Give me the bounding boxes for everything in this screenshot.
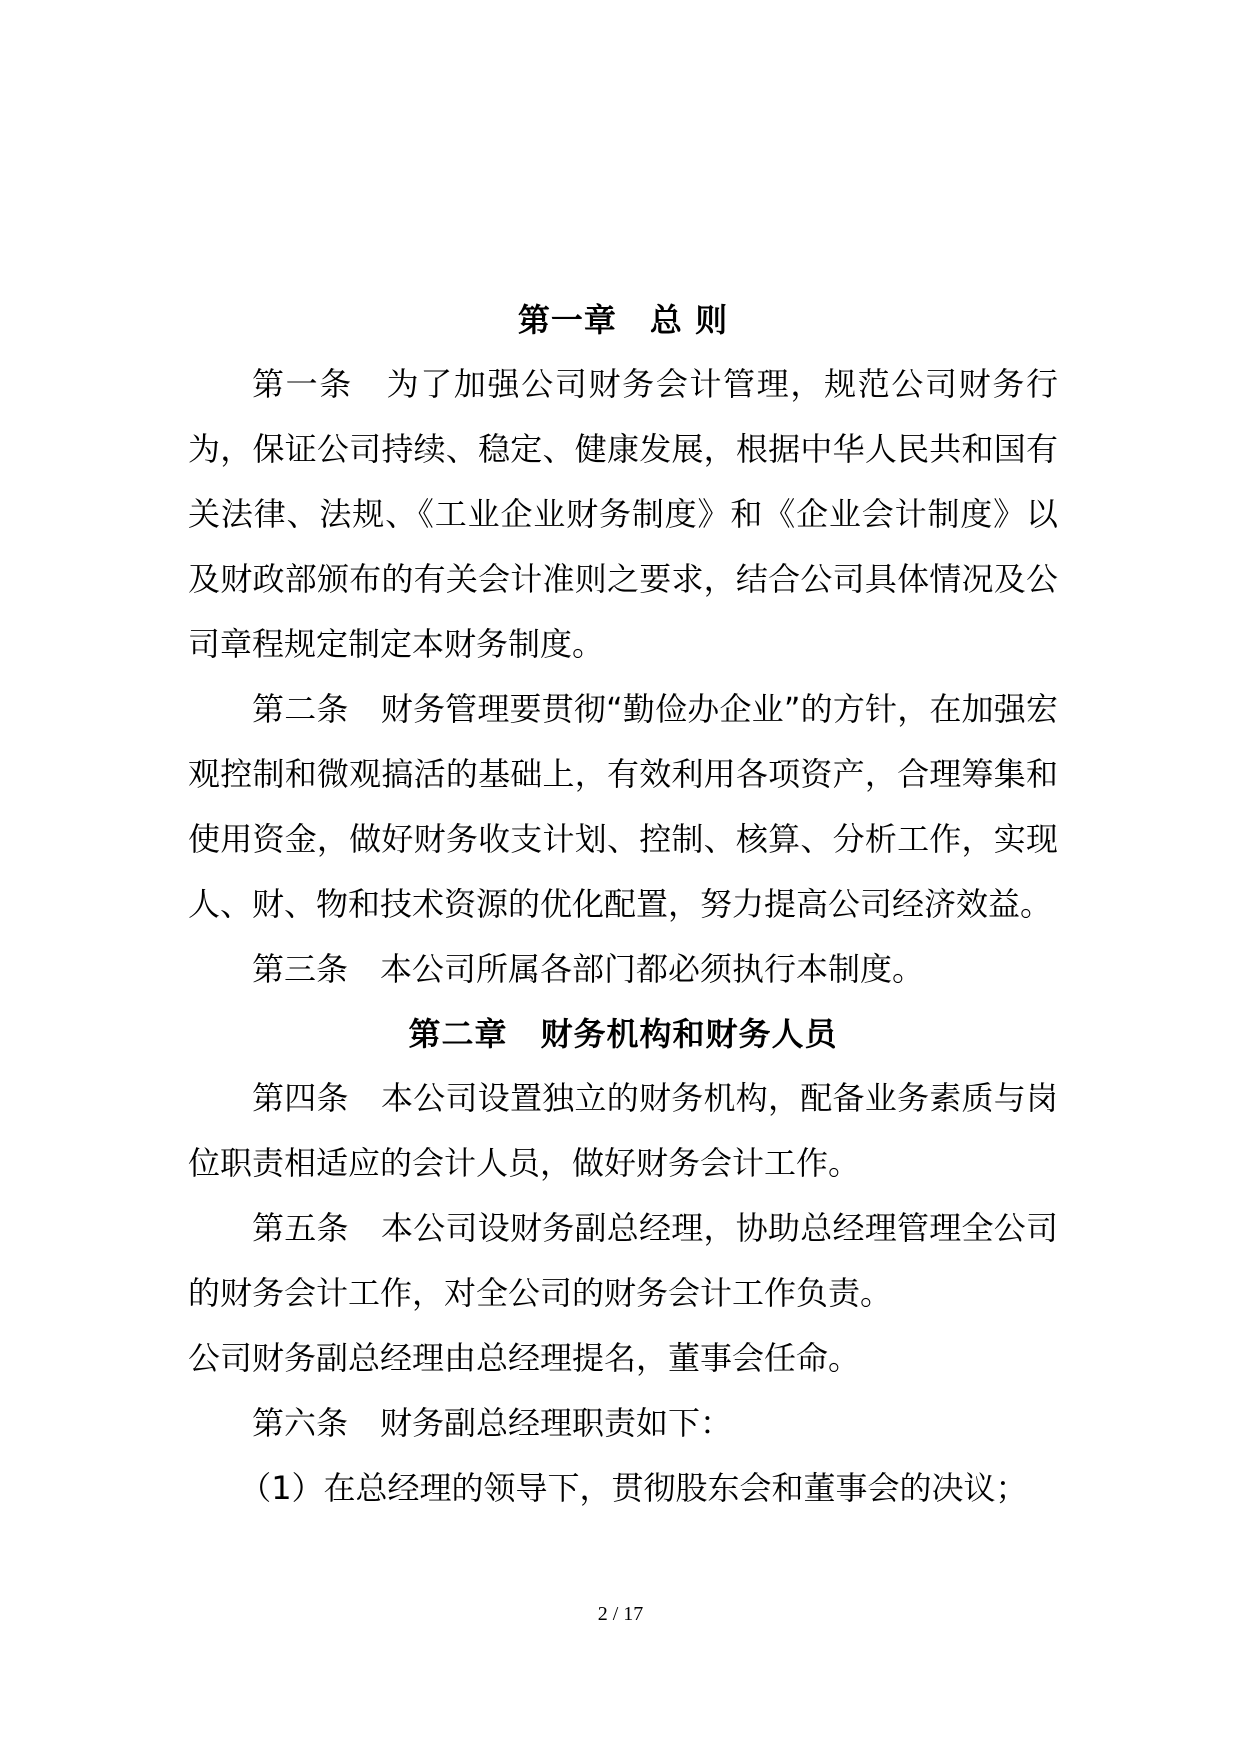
document-body — [188, 288, 1058, 1521]
article-5-appointment: 公司财务副总经理由总经理提名，董事会任命。 — [188, 1339, 861, 1377]
article-6: 第六条 财务副总经理职责如下： — [252, 1404, 733, 1442]
article-6-item-1: （1）在总经理的领导下，贯彻股东会和董事会的决议； — [239, 1469, 1028, 1507]
article-3: 第三条 本公司所属各部门都必须执行本制度。 — [252, 950, 925, 988]
article-2: 第二条 财务管理要贯彻“勤俭办企业”的方针，在加强宏观控制和微观搞活的基础上，有效利用各项资产，合理筹集和使用资金，做好财务收支计划、控制、核算、分析工作，实现人、财、物和技术资源的优化配置，努力提高公司经济效益。 — [188, 690, 1058, 923]
chapter-2-title: 第二章 财务机构和财务人员 — [408, 1015, 838, 1053]
article-5: 第五条 本公司设财务副总经理，协助总经理管理全公司的财务会计工作，对全公司的财务会计工作负责。 — [188, 1209, 1058, 1312]
chapter-1-title: 第一章 总 则 — [517, 301, 729, 339]
article-1: 第一条 为了加强公司财务会计管理，规范公司财务行为，保证公司持续、稳定、健康发展，根据中华人民共和国有关法律、法规、《工业企业财务制度》和《企业会计制度》以及财政部颁布的有关会计准则之要求，结合公司具体情况及公司章程规定制定本财务制度。 — [188, 365, 1058, 663]
page-number: 2 / 17 — [597, 1603, 644, 1625]
article-4: 第四条 本公司设置独立的财务机构，配备业务素质与岗位职责相适应的会计人员，做好财务会计工作。 — [188, 1079, 1058, 1182]
